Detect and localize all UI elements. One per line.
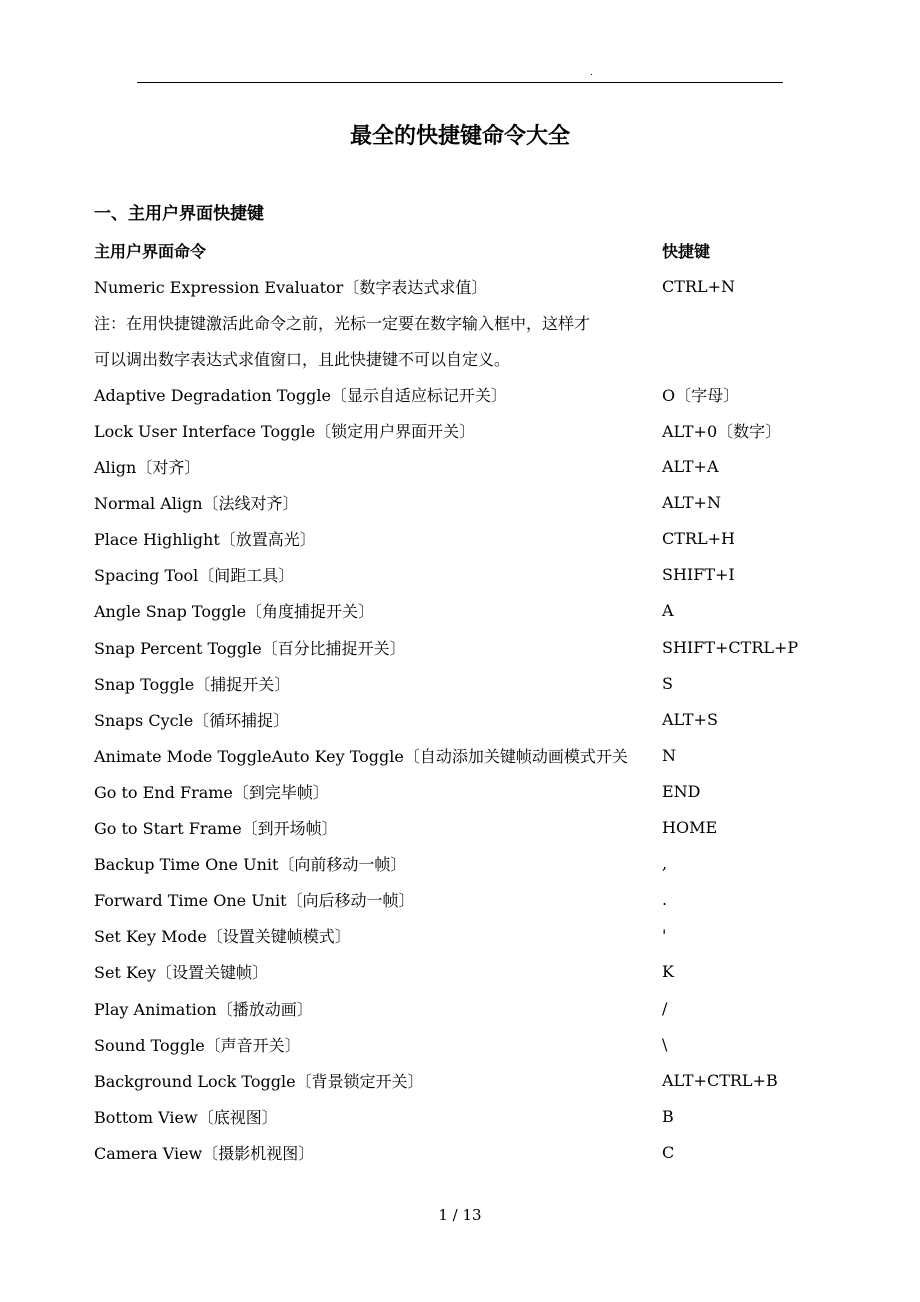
shortcut-key: ALT+S <box>662 709 718 729</box>
shortcut-key: ' <box>662 926 667 946</box>
shortcut-key: ALT+A <box>662 457 719 477</box>
table-header-row <box>94 232 794 268</box>
table-row <box>94 990 794 1026</box>
table-row <box>94 1098 794 1134</box>
table-row <box>94 593 794 629</box>
table-row <box>94 268 794 304</box>
table-row <box>94 1026 794 1062</box>
command-name: Lock User Interface Toggle〔锁定用户界面开关〕 <box>94 422 476 442</box>
shortcut-key: SHIFT+I <box>662 565 735 585</box>
table-row <box>94 810 794 846</box>
shortcut-key: ALT+N <box>662 493 721 513</box>
command-name: Align〔对齐〕 <box>94 458 201 478</box>
table-row <box>94 1134 794 1170</box>
command-name: Forward Time One Unit〔向后移动一帧〕 <box>94 891 415 911</box>
command-name: Snap Percent Toggle〔百分比捕捉开关〕 <box>94 638 406 658</box>
command-name: Animate Mode ToggleAuto Key Toggle〔自动添加关键帧动画模式开关 <box>94 746 628 766</box>
table-row <box>94 665 794 701</box>
shortcut-key: ALT+CTRL+B <box>662 1070 778 1090</box>
command-name: Camera View〔摄影机视图〕 <box>94 1143 315 1163</box>
command-name: Angle Snap Toggle〔角度捕捉开关〕 <box>94 602 375 622</box>
shortcut-key: O〔字母〕 <box>662 385 740 405</box>
note-line: 注：在用快捷键激活此命令之前，光标一定要在数字输入框中，这样才 <box>94 313 591 333</box>
command-name: Bottom View〔底视图〕 <box>94 1107 278 1127</box>
command-name: Spacing Tool〔间距工具〕 <box>94 566 295 586</box>
table-row <box>94 521 794 557</box>
command-name: Set Key〔设置关键帧〕 <box>94 963 268 983</box>
table-row <box>94 882 794 918</box>
shortcut-rows <box>94 376 799 1170</box>
note-line: 可以调出数字表达式求值窗口，且此快捷键不可以自定义。 <box>94 349 511 369</box>
shortcut-table <box>94 232 799 1170</box>
command-name: Snap Toggle〔捕捉开关〕 <box>94 674 291 694</box>
table-row <box>94 1062 794 1098</box>
command-name: Backup Time One Unit〔向前移动一帧〕 <box>94 855 407 875</box>
shortcut-key: A <box>662 601 674 621</box>
header-mark: . <box>590 68 593 78</box>
shortcut-key: , <box>662 854 668 874</box>
shortcut-key: CTRL+N <box>662 276 735 296</box>
table-row <box>94 412 794 448</box>
table-row <box>94 376 794 412</box>
table-row <box>94 918 794 954</box>
shortcut-key: N <box>662 745 676 765</box>
table-row <box>94 485 794 521</box>
shortcut-key: \ <box>662 1034 668 1054</box>
table-row <box>94 737 794 773</box>
table-row <box>94 846 794 882</box>
command-name: Go to End Frame〔到完毕帧〕 <box>94 782 329 802</box>
shortcut-key: K <box>662 962 674 982</box>
column-header-command: 主用户界面命令 <box>94 241 207 261</box>
command-name: Background Lock Toggle〔背景锁定开关〕 <box>94 1071 424 1091</box>
shortcut-key: B <box>662 1106 674 1126</box>
command-name: Sound Toggle〔声音开关〕 <box>94 1035 301 1055</box>
header-rule <box>137 82 783 83</box>
shortcut-key: END <box>662 781 701 801</box>
document-title: 最全的快捷键命令大全 <box>349 123 570 149</box>
command-name: Place Highlight〔放置高光〕 <box>94 530 316 550</box>
shortcut-key: . <box>662 890 668 910</box>
shortcut-key: HOME <box>662 818 718 838</box>
section-heading: 一、主用户界面快捷键 <box>94 204 264 224</box>
shortcut-key: S <box>662 673 673 693</box>
command-name: Adaptive Degradation Toggle〔显示自适应标记开关〕 <box>94 385 507 405</box>
table-row <box>94 701 794 737</box>
command-name: Numeric Expression Evaluator〔数字表达式求值〕 <box>94 277 488 297</box>
command-name: Play Animation〔播放动画〕 <box>94 999 313 1019</box>
table-row <box>94 557 794 593</box>
page-number: 1 / 13 <box>438 1206 482 1224</box>
table-row <box>94 449 794 485</box>
shortcut-key: / <box>662 998 668 1018</box>
shortcut-key: CTRL+H <box>662 529 735 549</box>
command-name: Normal Align〔法线对齐〕 <box>94 494 299 514</box>
table-row <box>94 954 794 990</box>
shortcut-key: SHIFT+CTRL+P <box>662 637 799 657</box>
shortcut-key: ALT+0〔数字〕 <box>662 422 782 442</box>
column-header-shortcut: 快捷键 <box>662 241 711 261</box>
shortcut-key: C <box>662 1142 675 1162</box>
command-name: Snaps Cycle〔循环捕捉〕 <box>94 710 290 730</box>
command-name: Set Key Mode〔设置关键帧模式〕 <box>94 927 351 947</box>
table-row <box>94 773 794 809</box>
command-name: Go to Start Frame〔到开场帧〕 <box>94 819 338 839</box>
table-row <box>94 629 799 665</box>
